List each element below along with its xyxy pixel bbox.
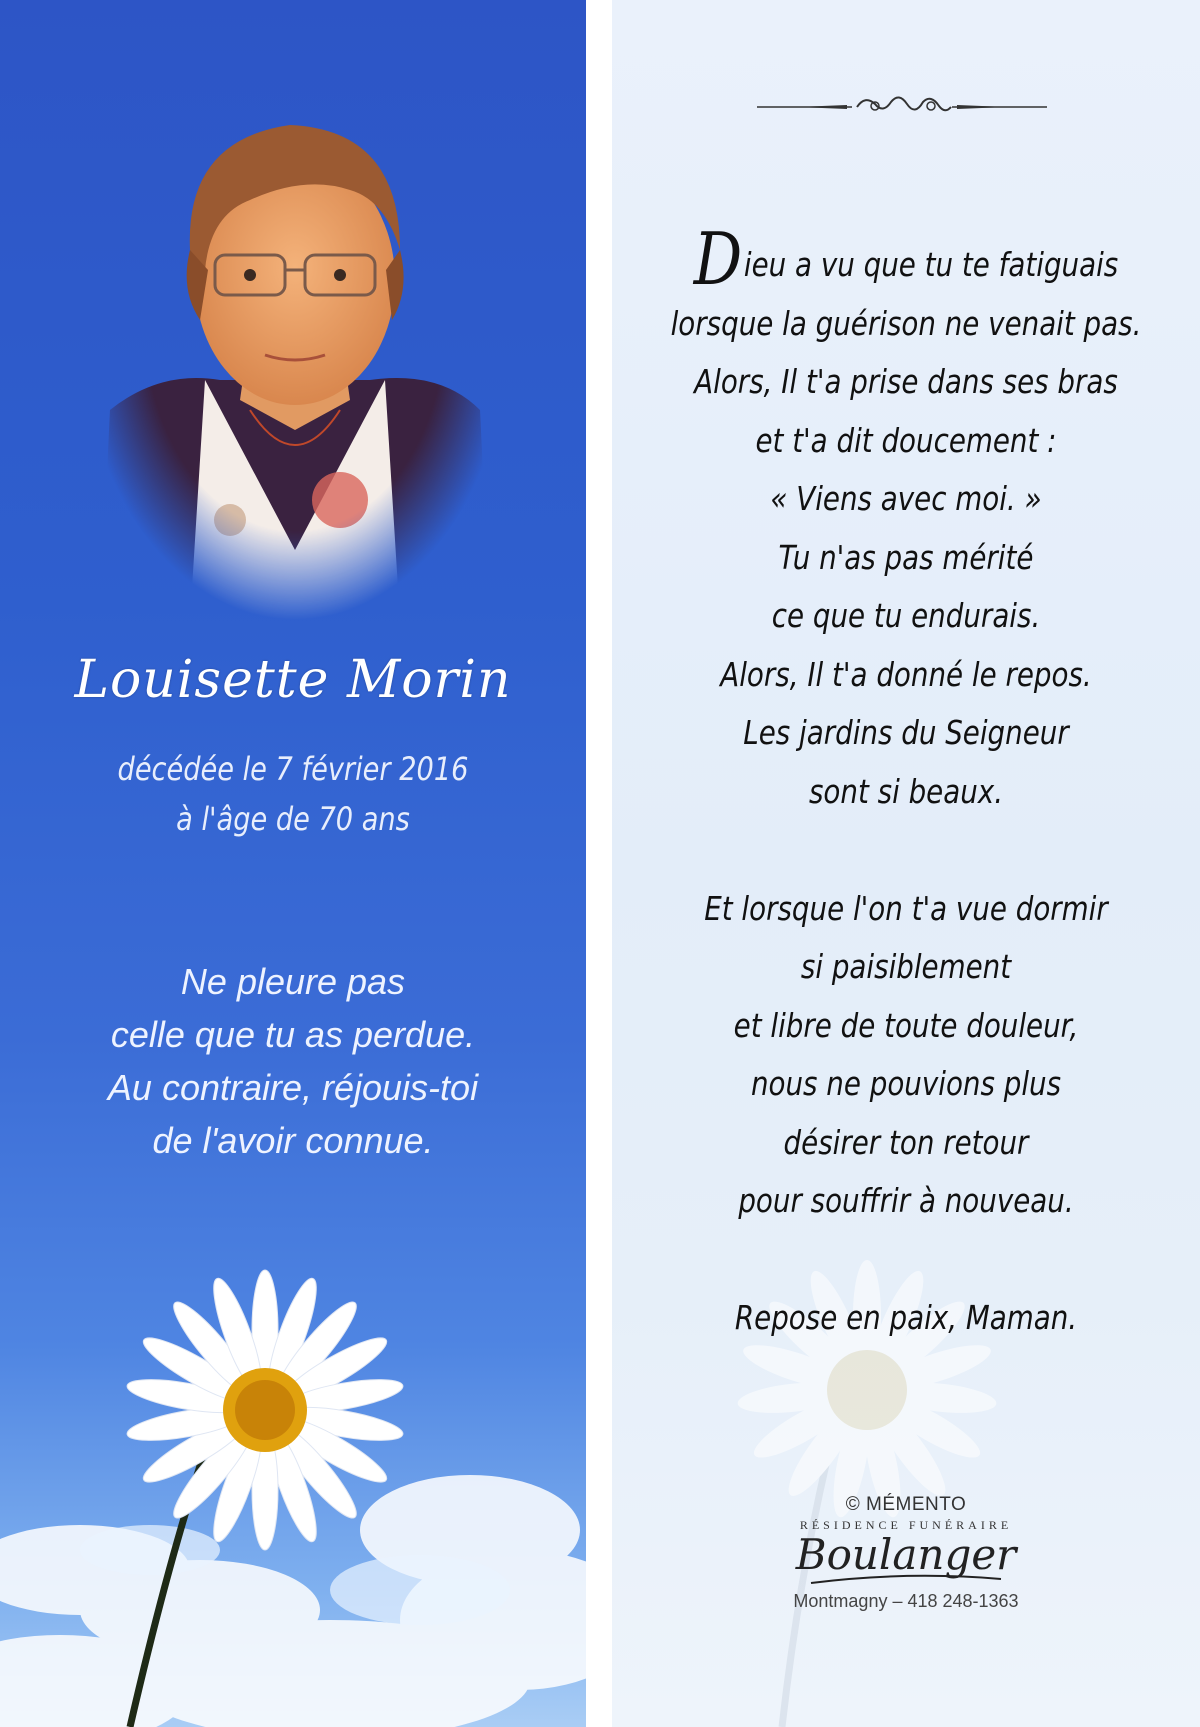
poem-line: Tu n'as pas mérité [778, 537, 1034, 577]
funeral-home-footer [612, 1494, 1200, 1612]
poem-line: et t'a dit doucement : [755, 420, 1057, 460]
poem-line: pour souffrir à nouveau. [738, 1181, 1074, 1220]
poem-line: Dieu a vu que tu te fatiguais [693, 217, 1119, 301]
verse-line: Au contraire, réjouis-toi [107, 1067, 479, 1108]
funeral-home-type: RÉSIDENCE FUNÉRAIRE [799, 1518, 1013, 1532]
funeral-home-contact: Montmagny – 418 248-1363 [793, 1591, 1019, 1611]
poem-line: et libre de toute douleur, [733, 1005, 1079, 1045]
poem-line: Alors, Il t'a prise dans ses bras [694, 362, 1118, 401]
drop-cap: D [693, 217, 743, 301]
poem-closing: Repose en paix, Maman. [734, 1298, 1078, 1337]
poem-line: Et lorsque l'on t'a vue dormir [704, 888, 1108, 928]
verse-line: de l'avoir connue. [152, 1120, 434, 1161]
copyright-notice: © MÉMENTO [845, 1494, 967, 1515]
front-verse [0, 955, 586, 1167]
poem-line: nous ne pouvions plus [750, 1064, 1062, 1103]
card-separator [586, 0, 612, 1727]
verse-line: Ne pleure pas [180, 961, 406, 1002]
portrait-photo [100, 80, 490, 620]
daisy-flower-image [60, 1230, 440, 1727]
poem-line: sont si beaux. [808, 771, 1004, 811]
death-date: décédée le 7 février 2016 [117, 750, 469, 788]
memorial-card-front [0, 0, 586, 1727]
scroll-ornament-icon [757, 92, 1047, 122]
memorial-poem [612, 217, 1200, 1348]
stanza-break [612, 1231, 1200, 1290]
deceased-name: Louisette Morin [74, 650, 512, 710]
stanza-break [612, 821, 1200, 880]
poem-line: désirer ton retour [783, 1122, 1029, 1162]
age-at-death: à l'âge de 70 ans [176, 800, 410, 838]
poem-line: « Viens avec moi. » [770, 479, 1042, 518]
poem-line: Les jardins du Seigneur [743, 713, 1069, 752]
verse-line: celle que tu as perdue. [110, 1014, 476, 1055]
poem-line: si paisiblement [800, 947, 1012, 986]
funeral-home-logo: Boulanger [795, 1530, 1017, 1579]
memorial-card-back [612, 0, 1200, 1727]
poem-line: ce que tu endurais. [771, 596, 1041, 635]
poem-line: Alors, Il t'a donné le repos. [720, 654, 1092, 694]
poem-line: lorsque la guérison ne venait pas. [670, 303, 1142, 343]
